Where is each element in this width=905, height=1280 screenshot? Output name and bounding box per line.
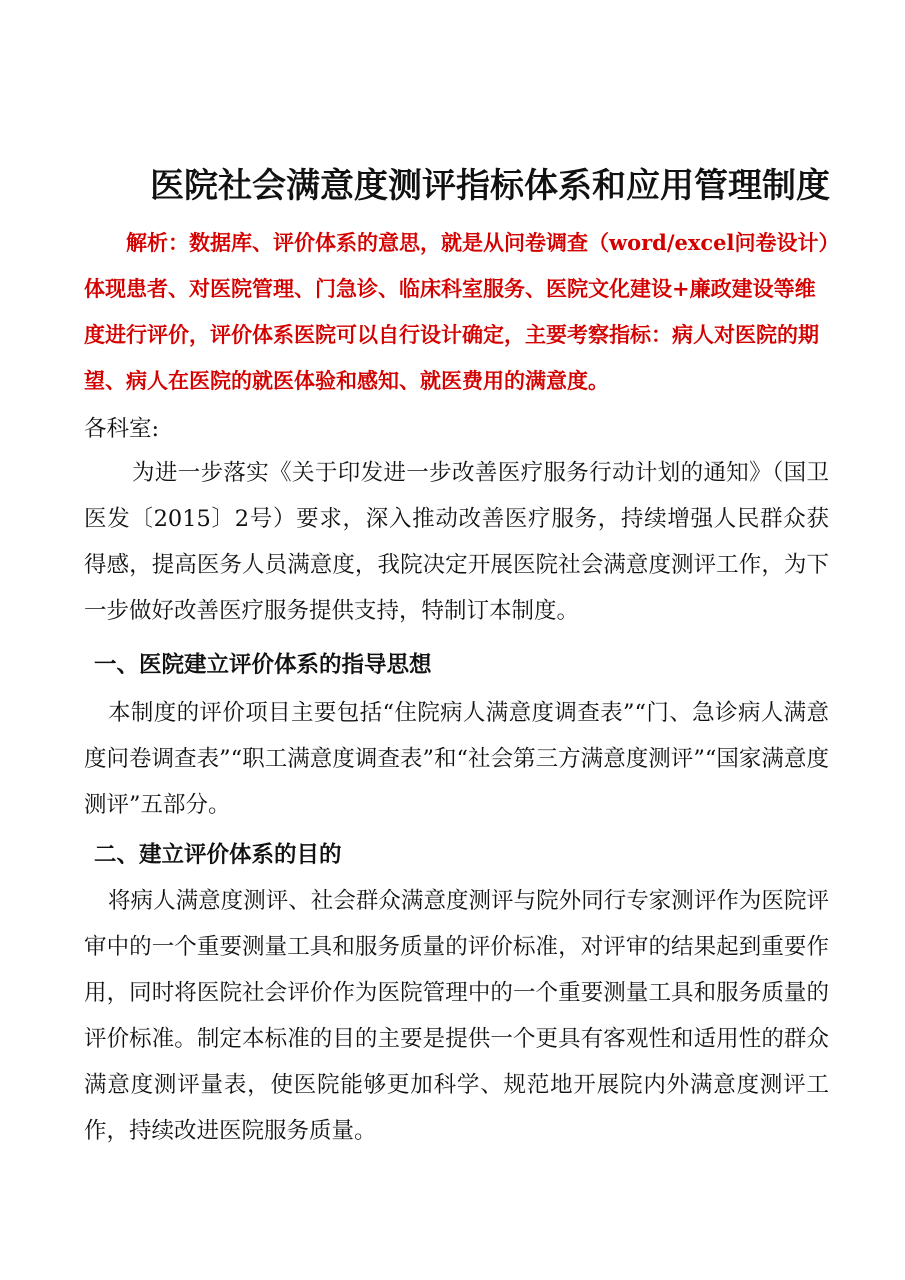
salutation: 各科室: [84, 416, 160, 442]
intro-paragraph: 为进一步落实《关于印发进一步改善医疗服务行动计划的通知》（国卫医发〔2015〕2号）要求，深入推动改善医疗服务，持续增强人民群众获得感，提高医务人员满意度，我院决定开展医院社会满意度测评工作，为下一步做好改善医疗服务提供支持，特制订本制度。 [84, 460, 829, 624]
section-body-2: 将病人满意度测评、社会群众满意度测评与院外同行专家测评作为医院评审中的一个重要测量工具和服务质量的评价标准，对评审的结果起到重要作用，同时将医院社会评价作为医院管理中的一个重要测量工具和服务质量的评价标准。制定本标准的目的主要是提供一个更具有客观性和适用性的群众满意度测评量表，使医院能够更加科学、规范地开展院内外满意度测评工作，持续改进医院服务质量。 [84, 888, 829, 1144]
document-title: 医院社会满意度测评指标体系和应用管理制度 [150, 166, 830, 206]
section-heading-1: 一、医院建立评价体系的指导思想 [94, 652, 432, 678]
section-body-1: 本制度的评价项目主要包括“住院病人满意度调查表”“门、急诊病人满意度问卷调查表”“职工满意度调查表”和“社会第三方满意度测评”“国家满意度测评”五部分。 [84, 700, 829, 818]
analysis-note: 解析：数据库、评价体系的意思，就是从问卷调查（word/excel问卷设计）体现患者、对医院管理、门急诊、临床科室服务、医院文化建设+廉政建设等维度进行评价，评价体系医院可以自行设计确定，主要考察指标：病人对医院的期望、病人在医院的就医体验和感知、就医费用的满意度。 [84, 230, 830, 393]
section-heading-2: 二、建立评价体系的目的 [94, 842, 342, 868]
